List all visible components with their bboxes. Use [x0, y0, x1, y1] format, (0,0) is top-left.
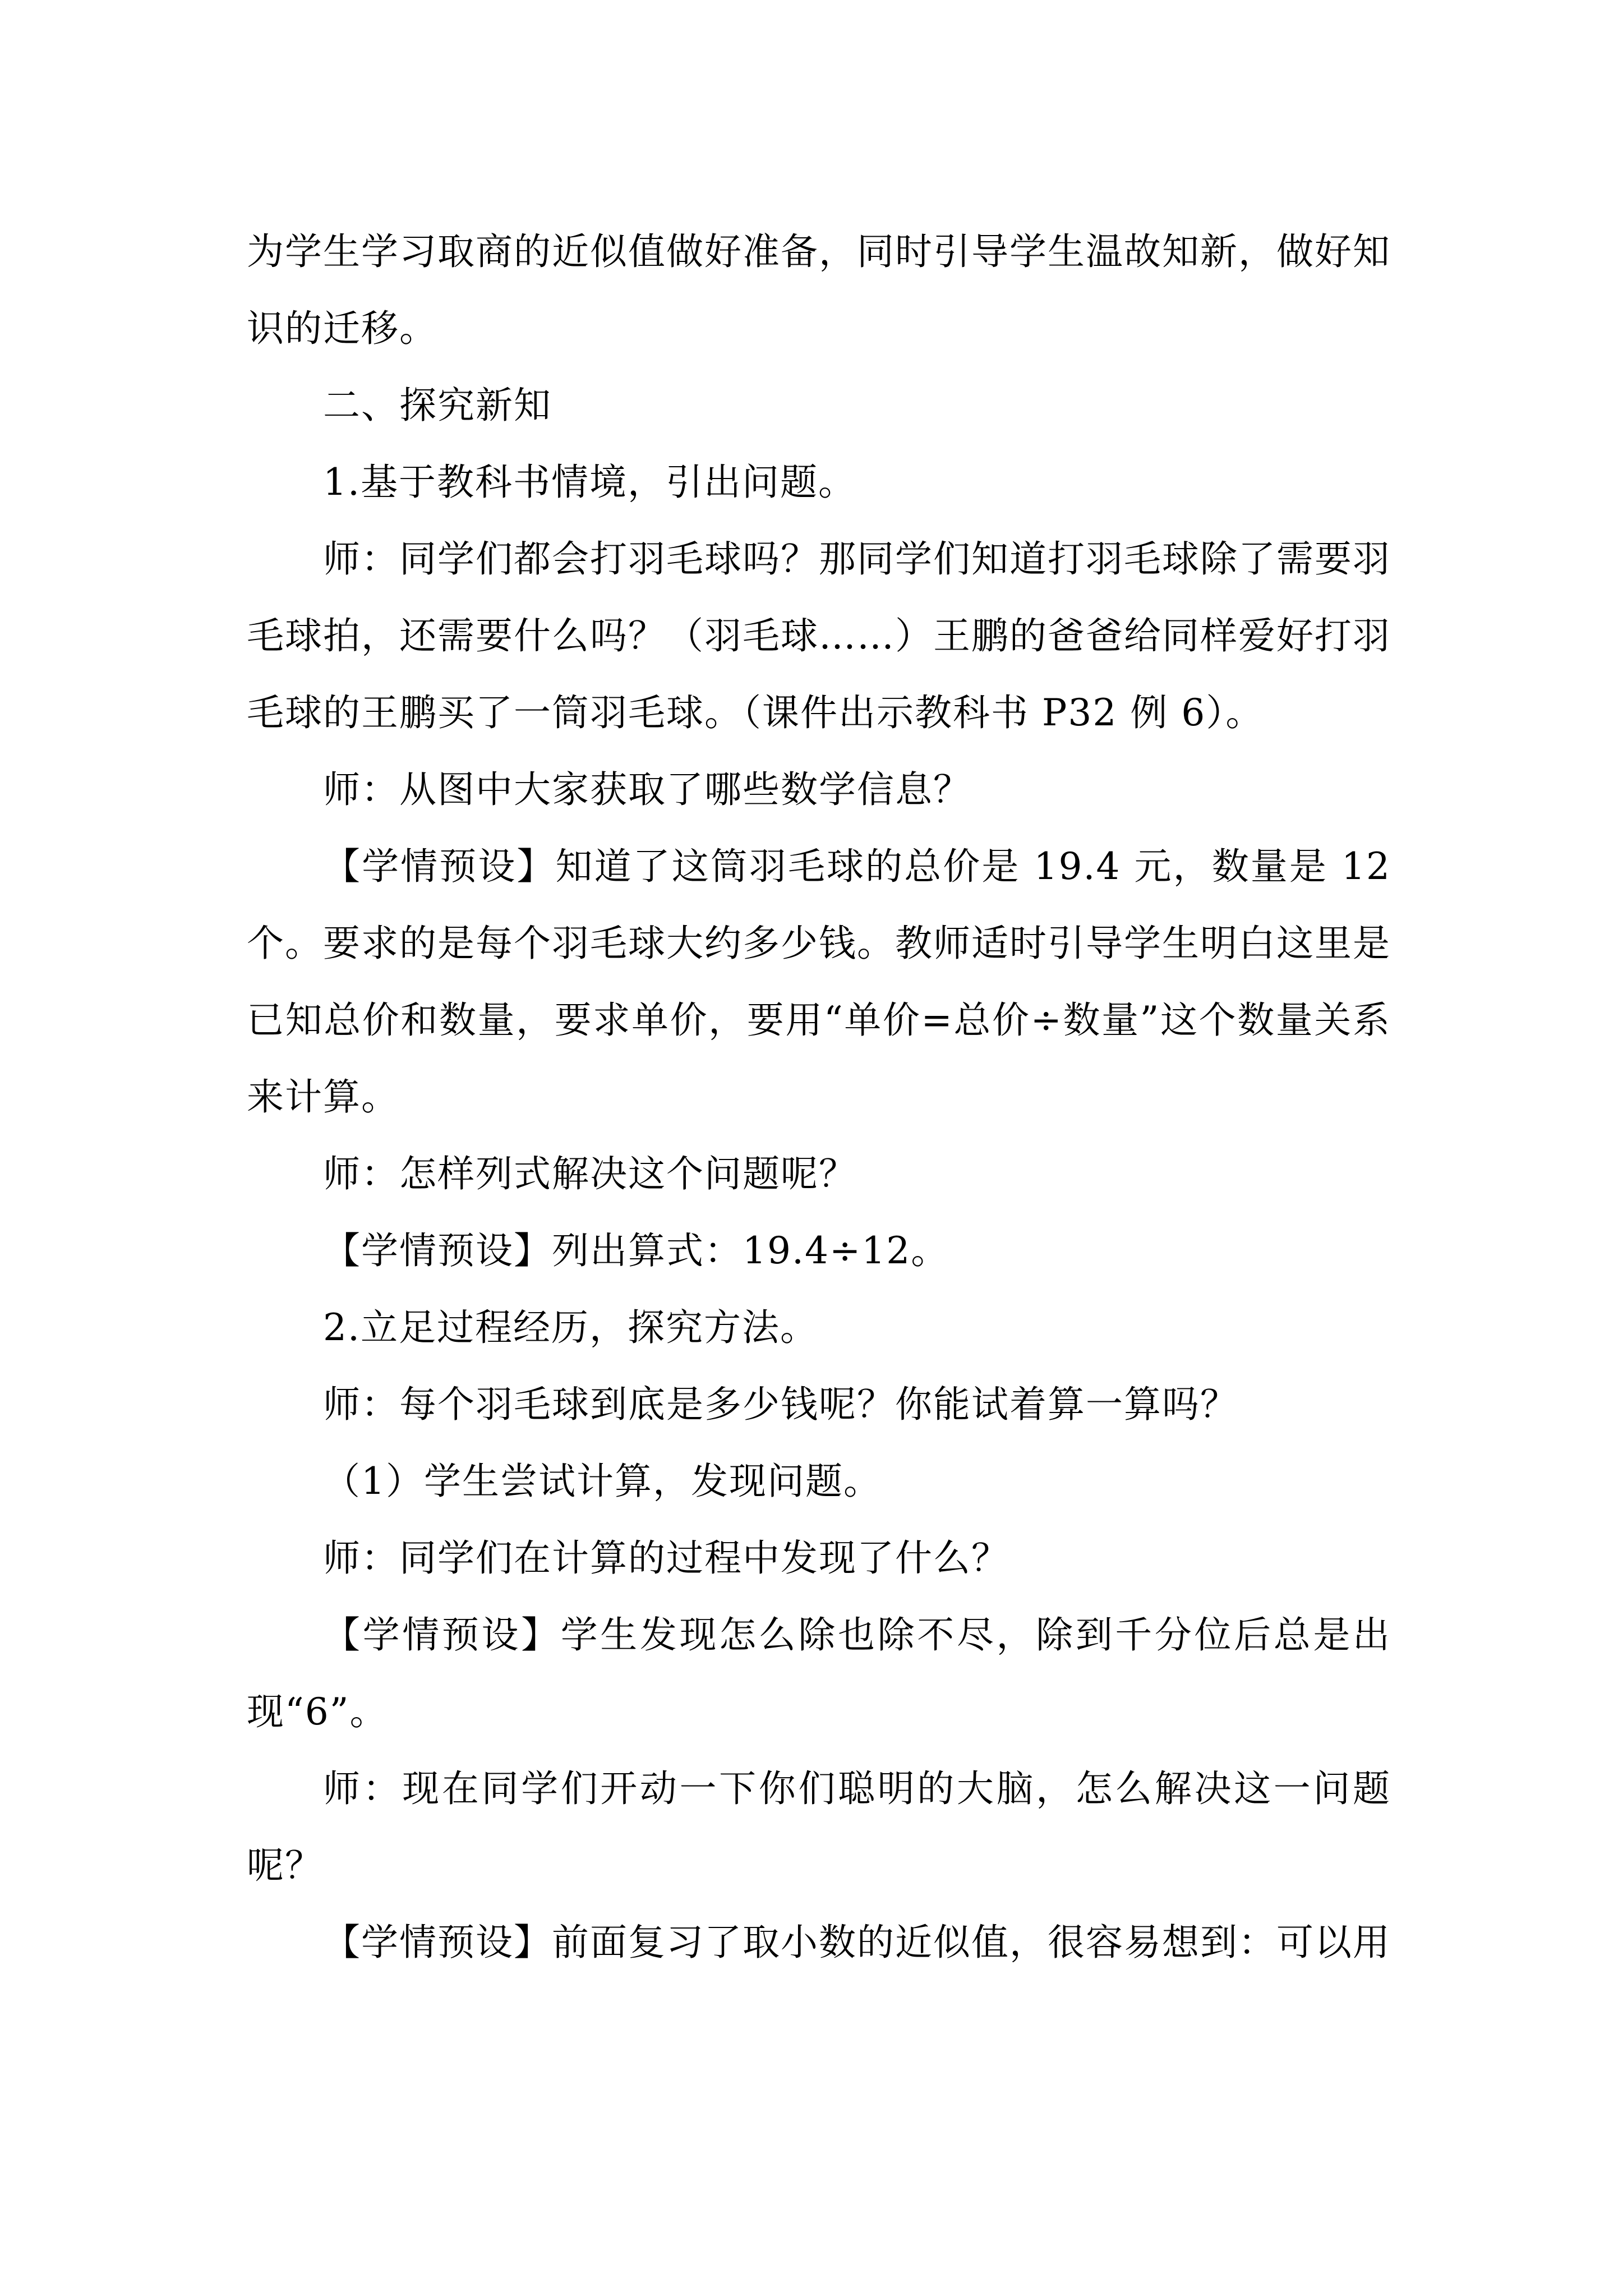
paragraph: 【学情预设】知道了这筒羽毛球的总价是 19.4 元，数量是 12 个。要求的是每个羽毛球大约多少钱。教师适时引导学生明白这里是已知总价和数量，要求单价，要用“单价=总价÷数量”这个数量关系来计算。	[247, 845, 1391, 1119]
subsection-heading: 2.立足过程经历，探究方法。	[323, 1306, 818, 1349]
paragraph: （1）学生尝试计算，发现问题。	[323, 1460, 882, 1503]
paragraph: 【学情预设】前面复习了取小数的近似值，很容易想到：可以用	[323, 1921, 1391, 1964]
paragraph: 为学生学习取商的近似值做好准备，同时引导学生温故知新，做好知识的迁移。	[247, 230, 1391, 350]
paragraph: 师：从图中大家获取了哪些数学信息？	[323, 768, 971, 811]
paragraph: 师：怎样列式解决这个问题呢？	[323, 1152, 857, 1195]
paragraph: 师：同学们在计算的过程中发现了什么？	[323, 1536, 1009, 1580]
document-body	[247, 213, 1391, 1981]
paragraph: 师：现在同学们开动一下你们聪明的大脑，怎么解决这一问题呢？	[247, 1767, 1391, 1887]
subsection-heading: 1.基于教科书情境，引出问题。	[323, 461, 856, 504]
paragraph: 【学情预设】列出算式：19.4÷12。	[323, 1229, 949, 1272]
paragraph: 师：每个羽毛球到底是多少钱呢？你能试着算一算吗？	[323, 1383, 1238, 1426]
section-heading: 二、探究新知	[323, 384, 552, 427]
paragraph: 师：同学们都会打羽毛球吗？那同学们知道打羽毛球除了需要羽毛球拍，还需要什么吗？（羽毛球……）王鹏的爸爸给同样爱好打羽毛球的王鹏买了一筒羽毛球。（课件出示教科书 P32 例 6）。	[247, 537, 1391, 734]
paragraph: 【学情预设】学生发现怎么除也除不尽，除到千分位后总是出现“6”。	[247, 1613, 1391, 1733]
